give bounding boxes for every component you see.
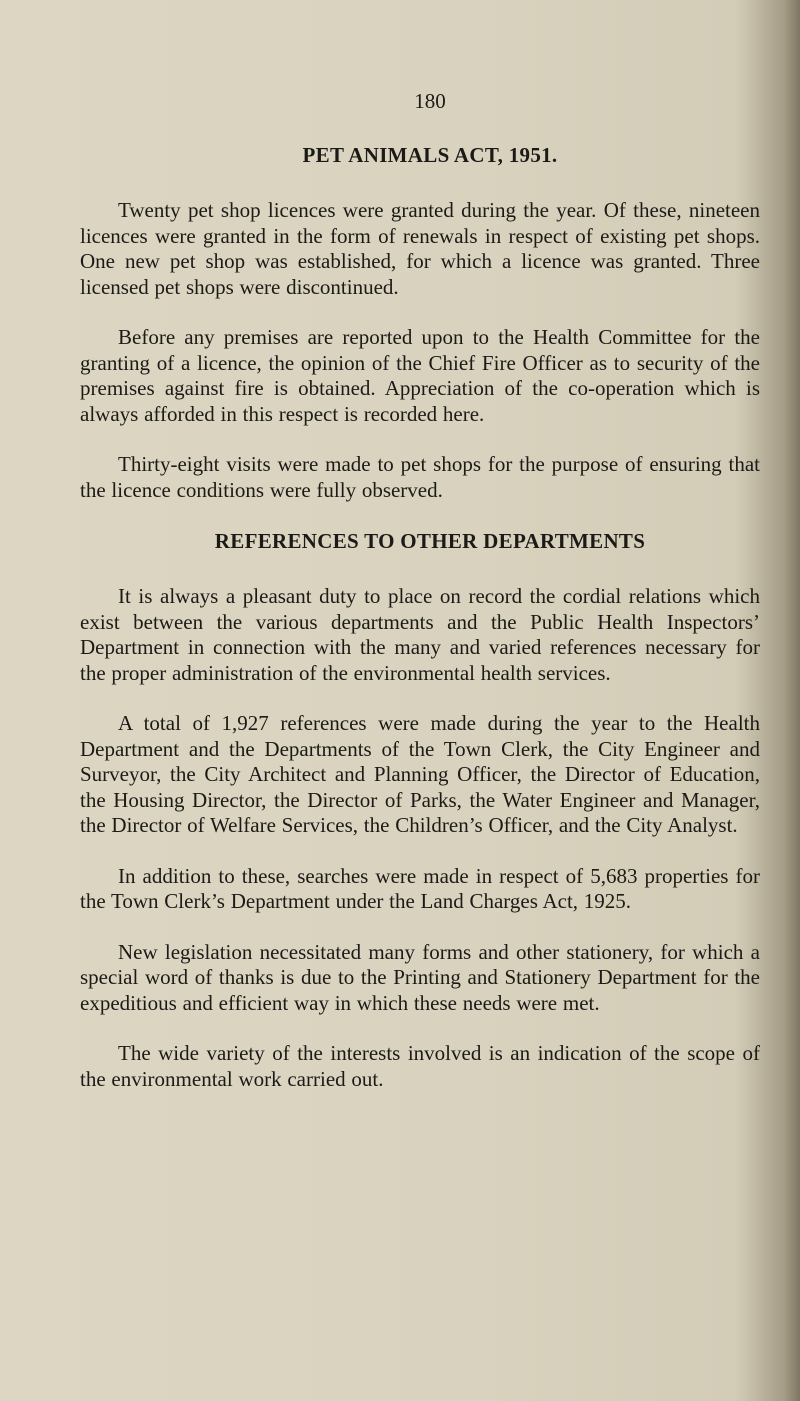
paragraph-pet-shop-licences: Twenty pet shop licences were granted during the year. Of these, nineteen licences were granted in the form of renewals in respect of existing pet shops. One new pet shop was established, for which a licence was granted. Three licensed pet shops were discontinued.	[80, 198, 760, 299]
page-number: 180	[414, 89, 446, 113]
paragraph-new-legislation: New legislation necessitated many forms and other stationery, for which a special word of thanks is due to the Printing and Stationery Department for the expeditious and efficient way in which these needs were met.	[80, 939, 760, 1015]
paragraph-fire-officer-opinion: Before any premises are reported upon to the Health Committee for the granting of a licence, the opinion of the Chief Fire Officer as to security of the premises against fire is obtained. Appreciation of the co-operation which is always afforded in this respect is recorded here.	[80, 325, 760, 426]
paragraph-land-charges-searches: In addition to these, searches were made in respect of 5,683 properties for the Town Clerk’s Department under the Land Charges Act, 1925.	[80, 863, 760, 913]
section-heading-pet-animals-act: PET ANIMALS ACT, 1951.	[302, 143, 558, 167]
paragraph-wide-variety: The wide variety of the interests involved is an indication of the scope of the environmental work carried out.	[80, 1041, 760, 1091]
paragraph-pet-shop-visits: Thirty-eight visits were made to pet shops for the purpose of ensuring that the licence conditions were fully observed.	[80, 452, 760, 502]
paragraph-total-references: A total of 1,927 references were made during the year to the Health Department and the Departments of the Town Clerk, the City Engineer and Surveyor, the City Architect and Planning Officer, the Director of Education, the Housing Director, the Director of Parks, the Water Engineer and Manager, the Director of Welfare Services, the Children’s Officer, and the City Analyst.	[80, 711, 760, 837]
section-heading-references: REFERENCES TO OTHER DEPARTMENTS	[214, 529, 646, 553]
paragraph-cordial-relations: It is always a pleasant duty to place on record the cordial relations which exist between the various departments and the Public Health Inspectors’ Department in connection with the many and varied references necessary for the proper administration of the environmental health services.	[80, 584, 760, 685]
page-content	[80, 88, 760, 1117]
